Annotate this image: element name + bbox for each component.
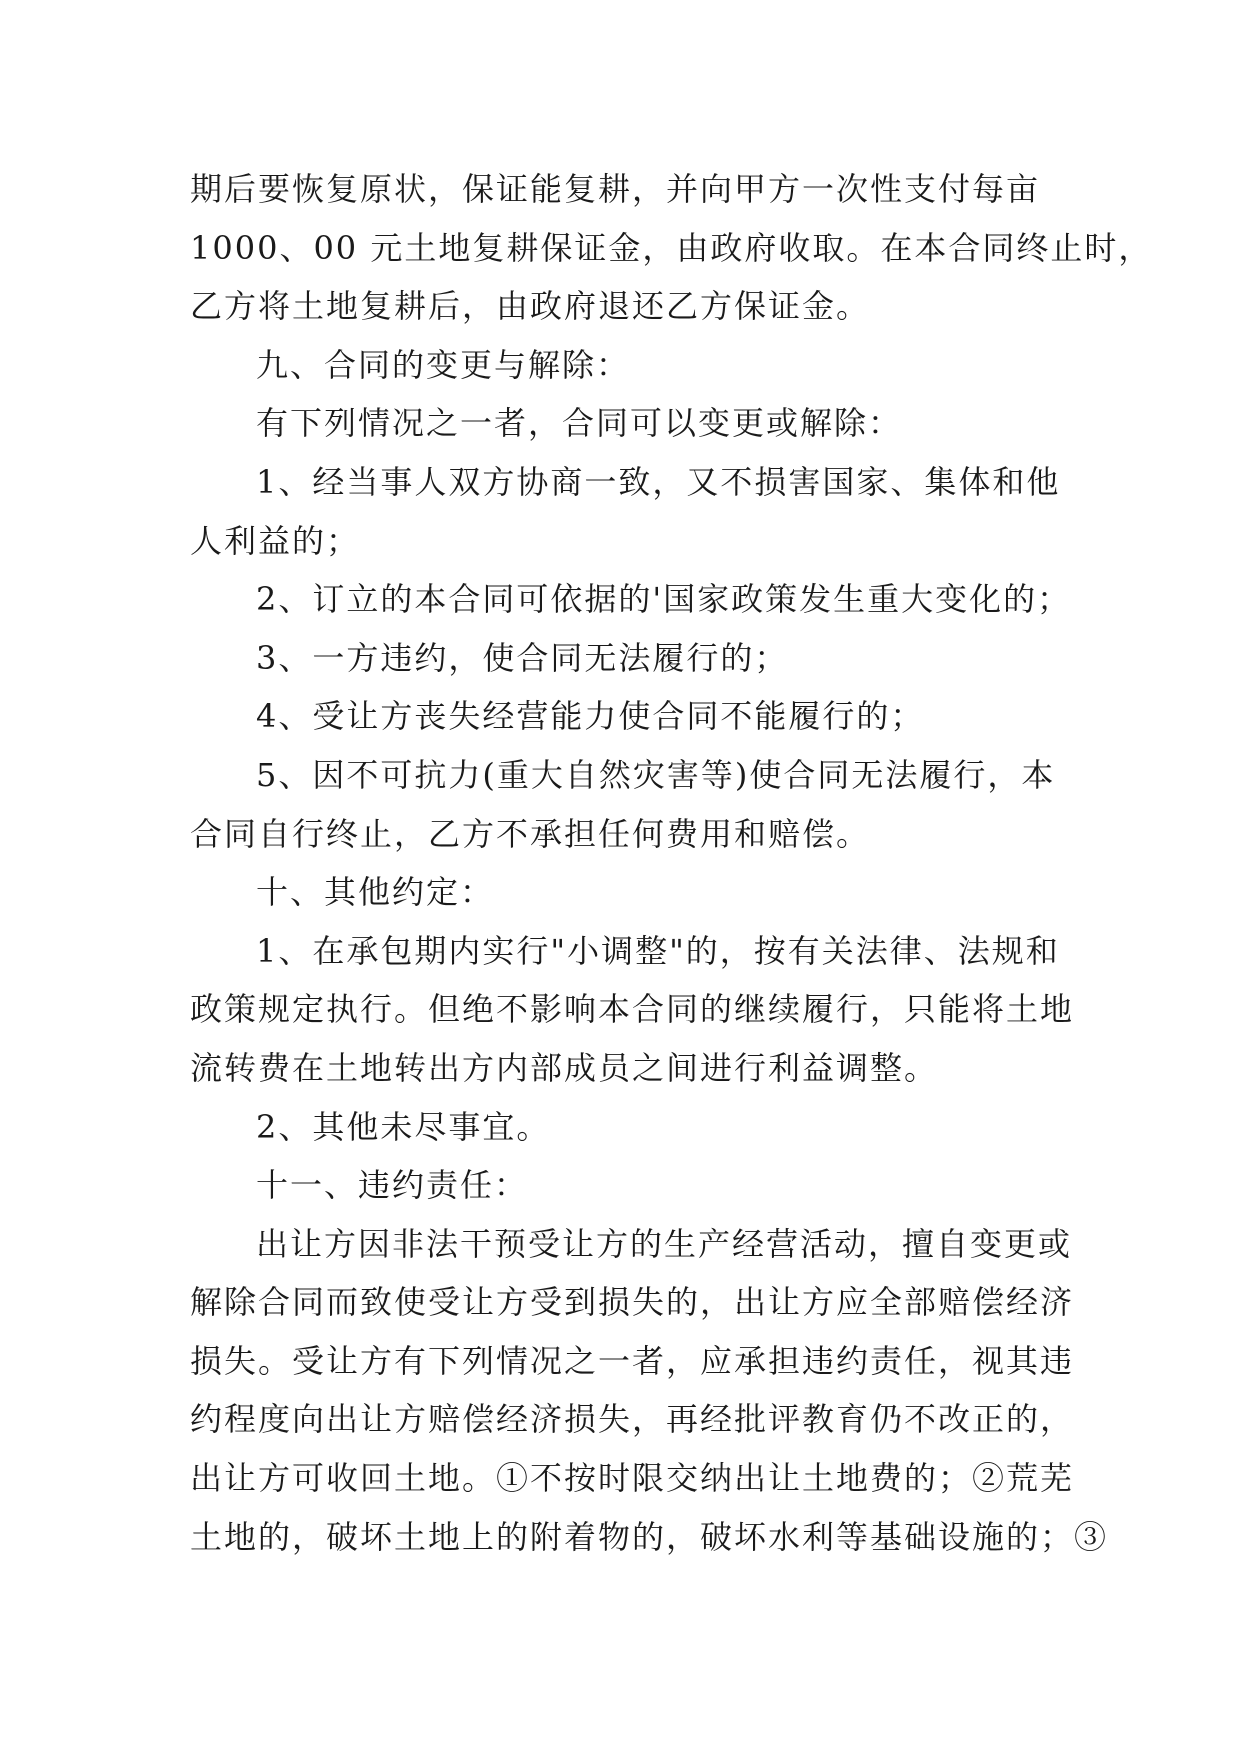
section-heading: 十一、违约责任： <box>256 1166 529 1205</box>
text-line: 期后要恢复原状，保证能复耕，并向甲方一次性支付每亩 <box>190 170 1041 208</box>
text-line: 出让方因非法干预受让方的生产经营活动，擅自变更或 <box>256 1224 1073 1263</box>
text-line: 乙方将土地复耕后，由政府退还乙方保证金。 <box>190 287 871 326</box>
section-heading: 十、其他约定： <box>256 873 495 912</box>
list-item: 2、其他未尽事宜。 <box>256 1107 551 1146</box>
text-line: 有下列情况之一者，合同可以变更或解除： <box>256 404 903 443</box>
text-line: 约程度向出让方赔偿经济损失，再经批评教育仍不改正的， <box>190 1400 1075 1439</box>
document-body <box>190 160 1153 1566</box>
list-item: 5、因不可抗力(重大自然灾害等)使合同无法履行，本 <box>256 755 1056 794</box>
text-line: 出让方可收回土地。①不按时限交纳出让土地费的；②荒芜 <box>190 1459 1075 1498</box>
list-item: 3、一方违约，使合同无法履行的； <box>256 638 789 677</box>
list-item: 4、受让方丧失经营能力使合同不能履行的； <box>256 697 925 736</box>
text-line: 损失。受让方有下列情况之一者，应承担违约责任，视其违 <box>190 1341 1075 1380</box>
text-line: 流转费在土地转出方内部成员之间进行利益调整。 <box>190 1048 939 1087</box>
section-heading: 九、合同的变更与解除： <box>256 345 631 384</box>
list-item: 1、经当事人双方协商一致，又不损害国家、集体和他 <box>256 462 1061 501</box>
list-item: 2、订立的本合同可依据的'国家政策发生重大变化的； <box>256 580 1072 619</box>
text-line: 解除合同而致使受让方受到损失的，出让方应全部赔偿经济 <box>190 1283 1075 1322</box>
text-line: 政策规定执行。但绝不影响本合同的继续履行，只能将土地 <box>190 990 1075 1029</box>
text-line: 土地的，破坏土地上的附着物的，破坏水利等基础设施的；③ <box>190 1517 1109 1556</box>
list-item: 1、在承包期内实行"小调整"的，按有关法律、法规和 <box>256 931 1060 970</box>
text-line: 1000、00 元土地复耕保证金，由政府收取。在本合同终止时， <box>190 228 1153 267</box>
text-line: 合同自行终止，乙方不承担任何费用和赔偿。 <box>190 814 871 853</box>
text-line: 人利益的； <box>190 521 361 560</box>
